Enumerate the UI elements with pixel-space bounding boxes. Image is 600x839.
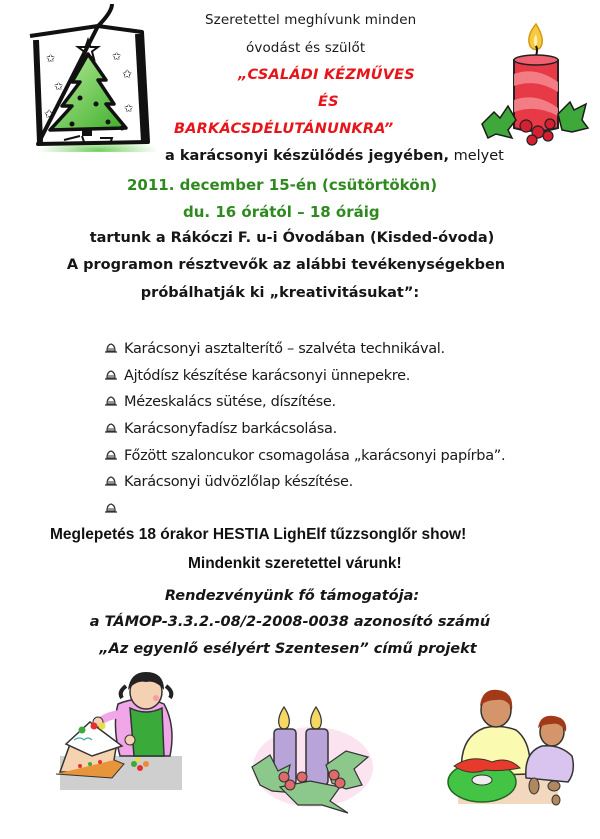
bell-icon [104,470,118,482]
list-item [104,336,505,363]
occasion-normal-text: melyet [449,148,504,164]
surprise-announcement: Meglepetés 18 órakor HESTIA LighElf tűzzsonglőr show! [50,526,467,543]
event-title-line-2: ÉS [318,94,339,110]
activity-text: Karácsonyi asztalterítő – szalvéta technikával. [124,341,445,357]
program-intro-line-1: A programon résztvevők az alábbi tevékenységekben [66,257,506,273]
sponsor-line-3: „Az egyenlő esélyért Szentesen” című projekt [99,641,477,657]
bell-icon [104,337,118,349]
list-item [104,443,505,470]
list-item [104,496,505,523]
advent-candles-wreath-illustration [250,705,376,815]
svg-text:✩: ✩ [124,102,134,115]
sponsor-line-1: Rendezvényünk fő támogatója: [164,588,420,604]
activity-text: Mézeskalács sütése, díszítése. [124,394,336,411]
occasion-line [165,148,504,164]
intro-line-1: Szeretettel meghívunk minden [205,12,417,28]
activity-text: Ajtódísz készítése karácsonyi ünnepekre. [124,367,411,384]
bell-icon [104,444,118,456]
bell-icon [104,364,118,376]
event-time: du. 16 órától – 18 óráig [183,203,380,221]
activity-text: Karácsonyfadísz barkácsolása. [124,421,337,438]
welcome-message: Mindenkit szeretettel várunk! [188,555,402,572]
event-date: 2011. december 15-én (csütörtökön) [127,176,438,194]
activity-text: Főzött szaloncukor csomagolása „karácsonyi papírba”. [124,447,506,464]
event-title-line-3: BARKÁCSDÉLUTÁNUNKRA” [174,121,394,137]
event-title-line-1: „CSALÁDI KÉZMŰVES [238,67,415,83]
girl-decorating-gingerbread-house-illustration [52,664,192,792]
christmas-tree-card-illustration [20,2,160,152]
event-venue: tartunk a Rákóczi F. u-i Óvodában (Kisded-óvoda) [89,230,495,246]
red-candle-holly-illustration [478,20,590,146]
list-item [104,469,505,496]
svg-text:✩: ✩ [112,50,122,63]
bell-icon [104,417,118,429]
svg-text:✩: ✩ [44,107,55,121]
occasion-bold-text: a karácsonyi készülődés jegyében, [165,148,449,164]
bell-icon [104,497,118,509]
activity-text: Karácsonyi üdvözlőlap készítése. [124,474,353,491]
svg-text:✩: ✩ [122,67,133,81]
svg-text:✩: ✩ [54,80,64,93]
activities-list [104,336,505,523]
list-item [104,389,505,416]
sponsor-line-2: a TÁMOP-3.3.2.-08/2-2008-0038 azonosító számú [89,614,491,630]
bell-icon [104,390,118,402]
mother-daughter-wrapping-illustration [438,682,588,810]
svg-text:✩: ✩ [46,52,56,65]
list-item [104,363,505,390]
intro-line-2: óvodást és szülőt [246,40,366,56]
program-intro-line-2: próbálhatják ki „kreativitásukat”: [140,285,420,301]
list-item [104,416,505,443]
